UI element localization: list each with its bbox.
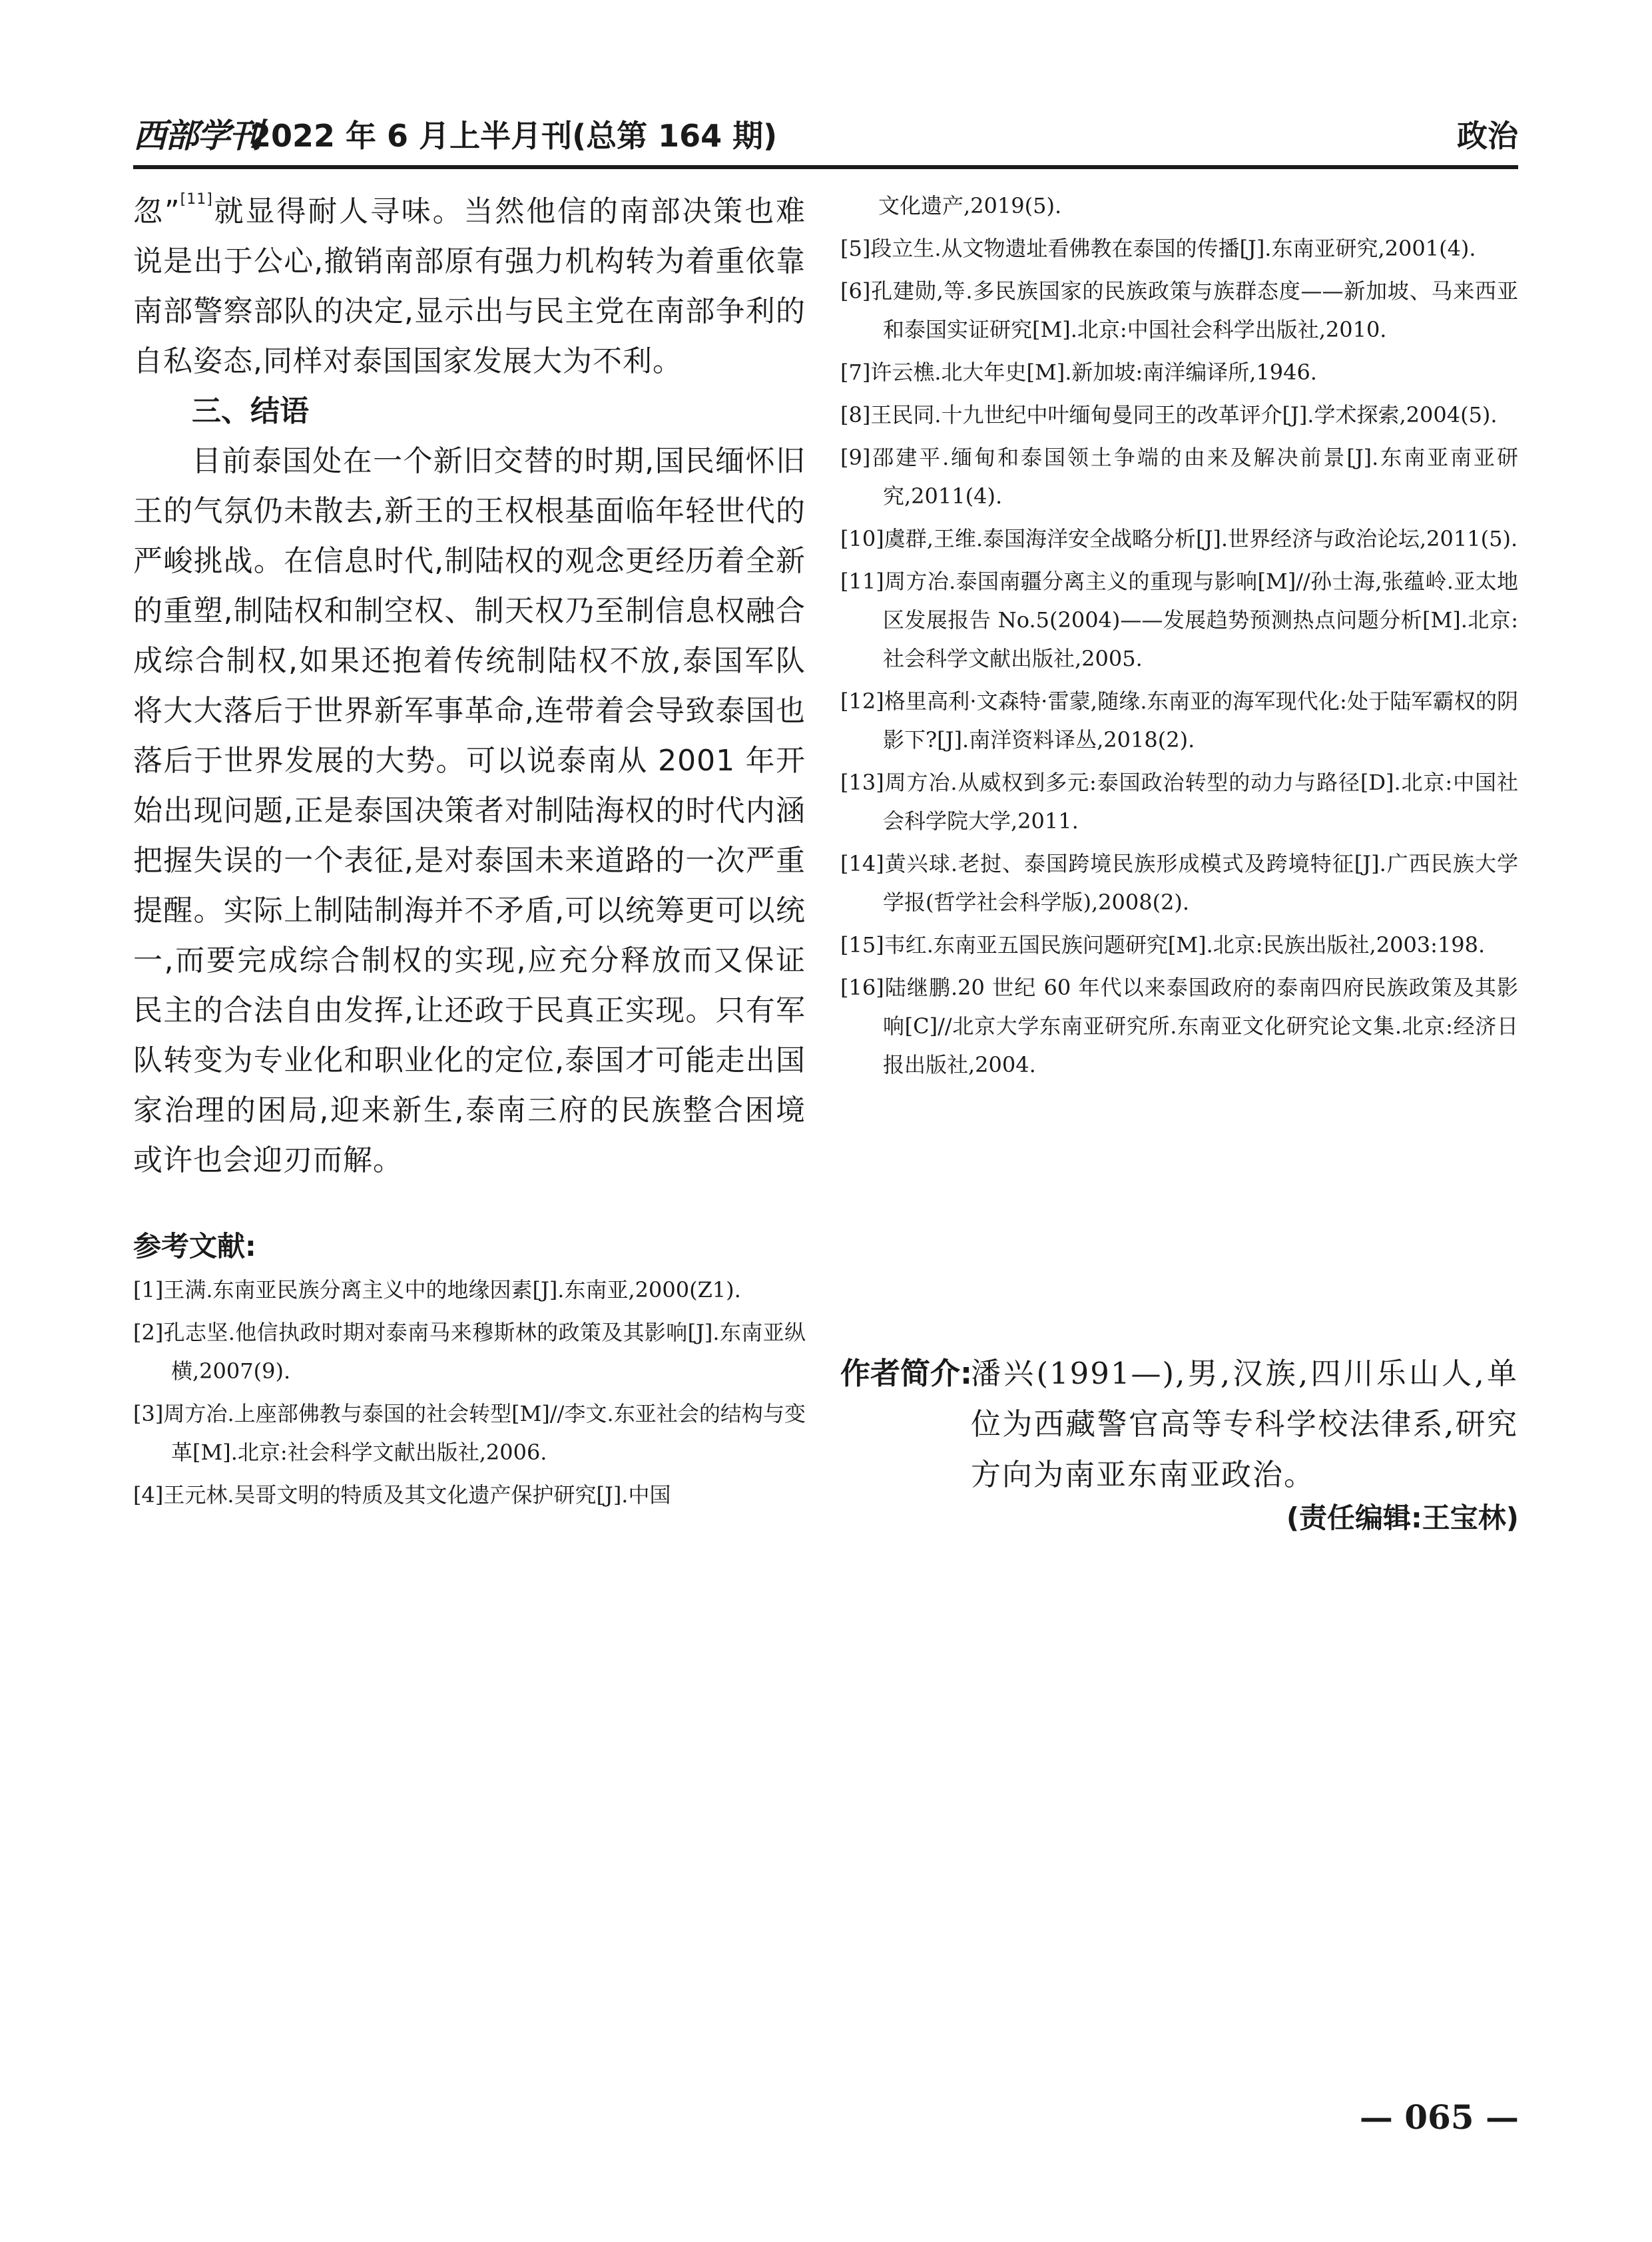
journal-logo: 西部学刊 <box>133 116 261 155</box>
references-heading: 参考文献: <box>133 1230 256 1262</box>
reference-list-left <box>133 1270 806 1514</box>
reference-item: [3]周方冶.上座部佛教与泰国的社会转型[M]//李文.东亚社会的结构与变革[M].北京:社会科学文献出版社,2006. <box>133 1401 806 1465</box>
section-label: 政治 <box>1457 118 1518 154</box>
body-paragraph <box>133 186 806 386</box>
issue-info: 2022 年 6 月上半月刊(总第 164 期) <box>250 118 778 154</box>
reference-continuation: 文化遗产,2019(5). <box>878 193 1062 218</box>
reference-item: [6]孔建勋,等.多民族国家的民族政策与族群态度——新加坡、马来西亚和泰国实证研究[M].北京:中国社会科学出版社,2010. <box>840 278 1518 342</box>
reference-item: [1]王满.东南亚民族分离主义中的地缘因素[J].东南亚,2000(Z1). <box>133 1277 741 1302</box>
left-column <box>133 186 806 1518</box>
reference-item: [14]黄兴球.老挝、泰国跨境民族形成模式及跨境特征[J].广西民族大学学报(哲学社会科学版),2008(2). <box>840 851 1518 915</box>
paragraph-text: 就显得耐人寻味。当然他信的南部决策也难说是出于公心,撤销南部原有强力机构转为着重依靠南部警察部队的决定,显示出与民主党在南部争利的自私姿态,同样对泰国国家发展大为不利。 <box>133 194 806 378</box>
author-text: 潘兴(1991—),男,汉族,四川乐山人,单位为西藏警官高等专科学校法律系,研究方向为南亚东南亚政治。 <box>971 1356 1518 1492</box>
reference-item: [5]段立生.从文物遗址看佛教在泰国的传播[J].东南亚研究,2001(4). <box>840 236 1476 261</box>
reference-item: [15]韦红.东南亚五国民族问题研究[M].北京:民族出版社,2003:198. <box>840 932 1486 958</box>
reference-item: [4]王元林.吴哥文明的特质及其文化遗产保护研究[J].中国 <box>133 1482 671 1508</box>
header-rule <box>133 165 1518 169</box>
reference-list-right <box>840 229 1518 1084</box>
right-column <box>840 186 1518 1088</box>
reference-item: [11]周方冶.泰国南疆分离主义的重现与影响[M]//孙士海,张蕴岭.亚太地区发展报告 No.5(2004)——发展趋势预测热点问题分析[M].北京:社会科学文献出版社,2005. <box>840 569 1518 671</box>
reference-item: [10]虞群,王维.泰国海洋安全战略分析[J].世界经济与政治论坛,2011(5). <box>840 526 1518 551</box>
section-heading: 三、结语 <box>192 394 309 428</box>
reference-item: [2]孔志坚.他信执政时期对泰南马来穆斯林的政策及其影响[J].东南亚纵横,2007(9). <box>133 1320 806 1384</box>
conclusion-paragraph: 目前泰国处在一个新旧交替的时期,国民缅怀旧王的气氛仍未散去,新王的王权根基面临年轻世代的严峻挑战。在信息时代,制陆权的观念更经历着全新的重塑,制陆权和制空权、制天权乃至制信息权融合成综合制权,如果还抱着传统制陆权不放,泰国军队将大大落后于世界新军事革命,连带着会导致泰国也落后于世界发展的大势。可以说泰南从 2001 年开始出现问题,正是泰国决策者对制陆海权的时代内涵把握失误的一个表征,是对泰国未来道路的一次严重提醒。实际上制陆制海并不矛盾,可以统筹更可以统一,而要完成综合制权的实现,应充分释放而又保证民主的合法自由发挥,让还政于民真正实现。只有军队转变为专业化和职业化的定位,泰国才可能走出国家治理的困局,迎来新生,泰南三府的民族整合困境或许也会迎刃而解。 <box>133 444 806 1177</box>
reference-item: [13]周方冶.从威权到多元:泰国政治转型的动力与路径[D].北京:中国社会科学院大学,2011. <box>840 770 1518 834</box>
page-number: — 065 — <box>1359 2098 1519 2137</box>
author-bio <box>840 1348 1518 1500</box>
reference-item: [9]邵建平.缅甸和泰国领土争端的由来及解决前景[J].东南亚南亚研究,2011(4). <box>840 445 1518 509</box>
reference-item: [7]许云樵.北大年史[M].新加坡:南洋编译所,1946. <box>840 360 1317 385</box>
running-header <box>133 113 1518 166</box>
citation-marker: [11] <box>180 191 213 208</box>
author-label: 作者简介: <box>840 1356 972 1391</box>
responsible-editor: (责任编辑:王宝林) <box>1286 1502 1519 1534</box>
reference-item: [8]王民同.十九世纪中叶缅甸曼同王的改革评介[J].学术探索,2004(5). <box>840 402 1498 427</box>
paragraph-lead: 忽” <box>133 194 180 228</box>
reference-item: [12]格里高利·文森特·雷蒙,随缘.东南亚的海军现代化:处于陆军霸权的阴影下?[J].南洋资料译丛,2018(2). <box>840 689 1518 752</box>
reference-item: [16]陆继鹏.20 世纪 60 年代以来泰国政府的泰南四府民族政策及其影响[C]//北京大学东南亚研究所.东南亚文化研究论文集.北京:经济日报出版社,2004. <box>840 975 1518 1077</box>
